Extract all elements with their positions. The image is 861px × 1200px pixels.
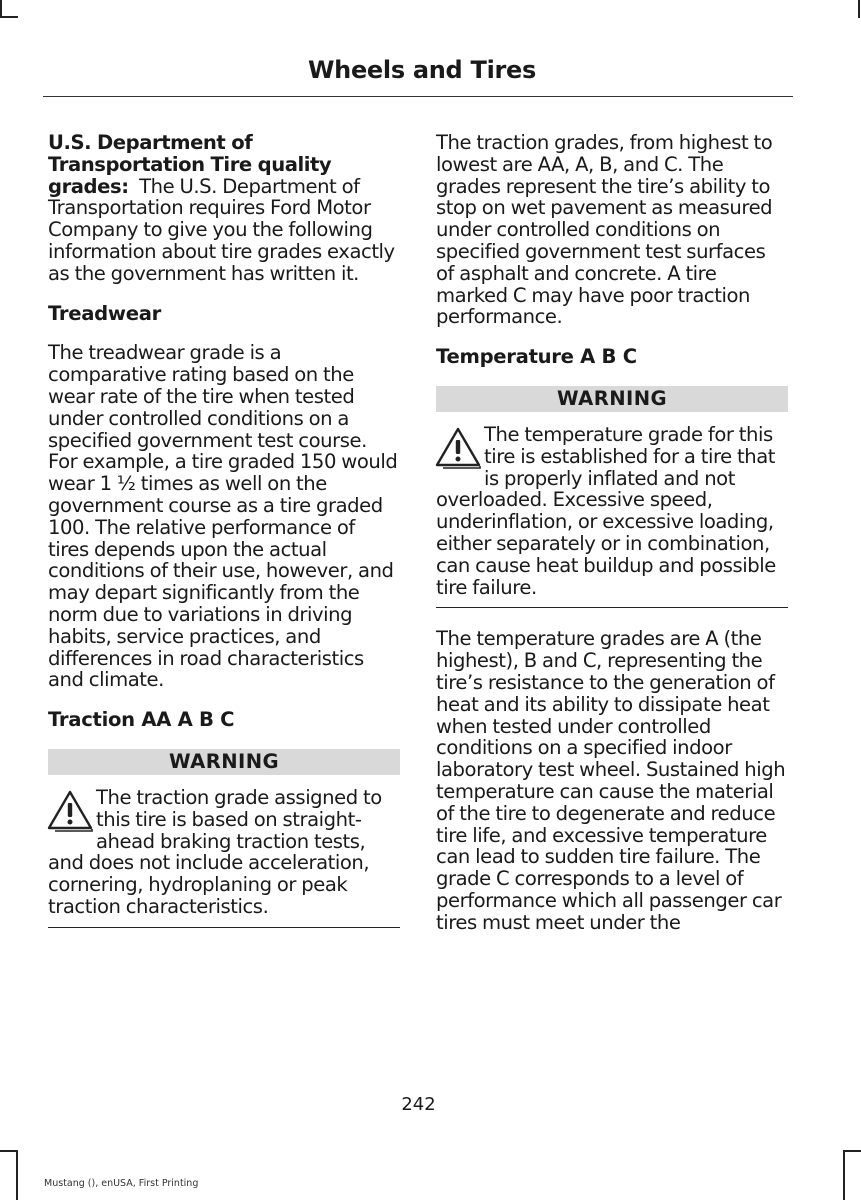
- header-divider: [43, 96, 793, 97]
- crop-mark-top-left-h: [0, 16, 18, 18]
- temperature-warning-text: The temperature grade for this tire is established for a tire that is properly inflated and not overloaded. Excessive speed, underinflation, or excessive loading, either separately or in combination, can cause heat buildup and possible tire failure.: [436, 422, 776, 599]
- traction-warning: [48, 787, 400, 928]
- right-column: [436, 132, 788, 952]
- left-column: [48, 132, 400, 948]
- intro-lead: U.S. Department of Transportation Tire quality grades:: [48, 131, 332, 198]
- traction-grades-paragraph: The traction grades, from highest to lowest are AA, A, B, and C. The grades represent the tire’s ability to stop on wet pavement as measured under controlled conditions on specified government test surfaces of asphalt and concrete. A tire marked C may have poor traction performance.: [436, 131, 773, 329]
- treadwear-heading: Treadwear: [48, 301, 161, 325]
- footer-text: Mustang (), enUSA, First Printing: [44, 1178, 199, 1189]
- intro-paragraph: [48, 132, 400, 285]
- warning-label: WARNING: [48, 749, 400, 775]
- crop-mark-top-right: [858, 0, 860, 18]
- warning-triangle-icon: [46, 789, 94, 833]
- warning-label: WARNING: [436, 386, 788, 412]
- treadwear-paragraph: The treadwear grade is a comparative rating based on the wear rate of the tire when tested under controlled conditions on a specified government test course. For example, a tire graded 150 would wear 1 ½ times as well on the government course as a tire graded 100. The relative performance of tires depends upon the actual conditions of their use, however, and may depart significantly from the norm due to variations in driving habits, service practices, and differences in road characteristics and climate.: [48, 341, 398, 692]
- intro-text: The U.S. Department of Transportation requires Ford Motor Company to give you the following information about tire grades exactly as the government has written it.: [48, 174, 395, 285]
- crop-mark-bottom-left: [16, 1150, 18, 1200]
- temperature-grades-paragraph: The temperature grades are A (the highest), B and C, representing the tire’s resistance to the generation of heat and its ability to dissipate heat when tested under controlled conditions on a specified indoor laboratory test wheel. Sustained high temperature can cause the material of the tire to degenerate and reduce tire life, and excessive temperature can lead to sudden tire failure. The grade C corresponds to a level of performance which all passenger car tires must meet under the: [436, 627, 786, 934]
- temperature-warning: [436, 424, 788, 608]
- page-title: Wheels and Tires: [308, 56, 536, 84]
- crop-mark-bottom-right: [843, 1150, 845, 1200]
- warning-triangle-icon: [434, 426, 482, 470]
- crop-mark-bottom-right-h: [843, 1150, 861, 1152]
- page-number: 242: [401, 1094, 436, 1115]
- crop-mark-bottom-left-h: [0, 1150, 18, 1152]
- traction-heading: Traction AA A B C: [48, 708, 235, 732]
- traction-warning-text: The traction grade assigned to this tire is based on straight-ahead braking traction tests, and does not include acceleration, cornering, hydroplaning or peak traction characteristics.: [48, 785, 382, 918]
- temperature-heading: Temperature A B C: [436, 345, 637, 369]
